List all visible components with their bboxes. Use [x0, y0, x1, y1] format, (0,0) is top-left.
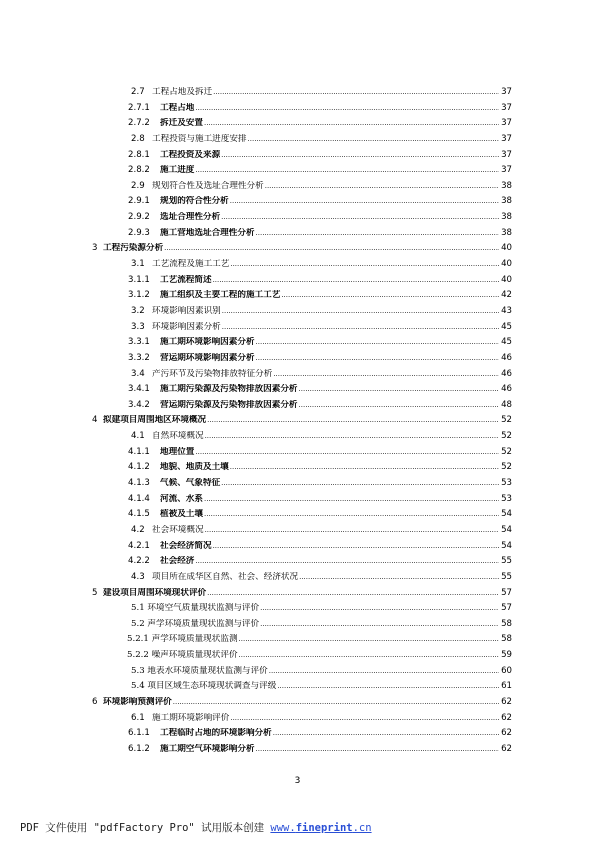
toc-entry-number: 2.9.1	[128, 196, 150, 207]
toc-entry-title: 施工期空气环境影响分析	[160, 743, 255, 754]
leader-dots	[212, 87, 499, 97]
leader-dots	[203, 509, 499, 519]
toc-entry-page: 53	[501, 493, 512, 504]
toc-entry-page: 59	[501, 650, 512, 661]
toc-entry[interactable]	[0, 397, 595, 413]
toc-entry-title: 地理位置	[160, 446, 195, 457]
pdf-creator-note	[20, 820, 372, 835]
toc-entry-number: 4.1.5	[128, 509, 150, 520]
toc-entry-title: 植被及土壤	[160, 509, 203, 520]
toc-entry[interactable]	[0, 725, 595, 741]
toc-entry-page: 54	[501, 509, 512, 520]
toc-entry-title: 工程占地及拆迁	[152, 87, 213, 97]
toc-entry-title: 环境影响预测评价	[103, 696, 172, 707]
toc-entry-number: 3.2	[131, 305, 145, 316]
toc-entry-title: 地貌、地质及土壤	[160, 462, 229, 473]
toc-entry[interactable]	[0, 459, 595, 475]
toc-entry-title: 工程投资与施工进度安排	[152, 133, 247, 144]
toc-entry-number: 6	[92, 696, 98, 707]
leader-dots	[212, 275, 499, 285]
leader-dots	[221, 306, 499, 316]
toc-entry[interactable]	[0, 569, 595, 585]
leader-dots	[255, 744, 499, 754]
toc-entry-page: 45	[501, 337, 512, 348]
leader-dots	[229, 462, 499, 472]
toc-entry-number: 2.9.2	[128, 212, 150, 223]
toc-entry[interactable]	[0, 553, 595, 569]
toc-entry-page: 55	[501, 556, 512, 567]
toc-entry-page: 55	[501, 571, 512, 582]
leader-dots	[264, 181, 499, 191]
toc-entry-number: 3	[92, 243, 98, 254]
toc-entry-page: 42	[501, 290, 512, 301]
toc-entry-number: 2.8	[131, 133, 145, 144]
leader-dots	[206, 415, 499, 425]
toc-entry[interactable]	[0, 225, 595, 241]
toc-entry-number: 6.1.1	[128, 728, 150, 739]
toc-entry-number: 4.1.4	[128, 493, 150, 504]
leader-dots	[172, 697, 499, 707]
toc-entry-title: 工艺流程及施工工艺	[152, 259, 230, 270]
leader-dots	[280, 290, 499, 300]
table-of-contents	[0, 84, 595, 757]
toc-entry-number: 4.1.2	[128, 462, 150, 473]
toc-entry-number: 3.4.1	[128, 384, 150, 395]
toc-entry-title: 5.2.1 声学环境质量现状监测	[127, 634, 238, 645]
toc-entry-number: 2.7.1	[128, 102, 150, 113]
leader-dots	[238, 634, 499, 644]
toc-entry-page: 38	[501, 180, 512, 191]
toc-entry[interactable]	[0, 600, 595, 616]
toc-entry[interactable]	[0, 522, 595, 538]
toc-entry-title: 5.2 声学环境质量现状监测与评价	[131, 618, 260, 629]
toc-entry[interactable]	[0, 115, 595, 131]
toc-entry[interactable]	[0, 506, 595, 522]
toc-entry[interactable]	[0, 287, 595, 303]
toc-entry-page: 58	[501, 634, 512, 645]
toc-entry[interactable]	[0, 84, 595, 100]
toc-entry-number: 2.7	[131, 87, 145, 97]
toc-entry-page: 62	[501, 712, 512, 723]
leader-dots	[220, 150, 499, 160]
toc-entry[interactable]	[0, 412, 595, 428]
toc-entry-page: 38	[501, 227, 512, 238]
toc-entry-title: 工程投资及来源	[160, 149, 221, 160]
toc-entry-title: 拟建项目周围地区环境概况	[103, 415, 207, 426]
toc-entry-page: 58	[501, 618, 512, 629]
toc-entry-page: 60	[501, 665, 512, 676]
toc-entry[interactable]	[0, 428, 595, 444]
toc-entry-title: 施工组织及主要工程的施工工艺	[160, 290, 281, 301]
toc-entry-number: 5	[92, 587, 98, 598]
leader-dots	[259, 603, 499, 613]
toc-entry-title: 环境影响因素分析	[152, 321, 221, 332]
toc-entry[interactable]	[0, 303, 595, 319]
toc-entry[interactable]	[0, 100, 595, 116]
toc-entry-title: 社会经济	[160, 556, 195, 567]
toc-entry-page: 37	[501, 165, 512, 176]
toc-entry-number: 3.4	[131, 368, 145, 379]
toc-entry-page: 37	[501, 87, 512, 97]
toc-entry-page: 61	[501, 681, 512, 692]
toc-entry[interactable]	[0, 710, 595, 726]
toc-entry-title: 工程污染源分析	[103, 243, 164, 254]
toc-entry-number: 2.7.2	[128, 118, 150, 129]
toc-entry[interactable]	[0, 663, 595, 679]
toc-entry-page: 40	[501, 274, 512, 285]
leader-dots	[229, 196, 499, 206]
toc-entry-title: 施工期污染源及污染物排放因素分析	[160, 384, 298, 395]
leader-dots	[194, 556, 499, 566]
leader-dots	[255, 228, 499, 238]
toc-entry-number: 2.8.2	[128, 165, 150, 176]
toc-entry[interactable]	[0, 240, 595, 256]
toc-entry-page: 62	[501, 743, 512, 754]
leader-dots	[204, 525, 499, 535]
toc-entry-number: 2.9.3	[128, 227, 150, 238]
leader-dots	[238, 650, 499, 660]
toc-entry-page: 52	[501, 415, 512, 426]
toc-entry-number: 3.1.2	[128, 290, 150, 301]
toc-entry-title: 社会经济简况	[160, 540, 212, 551]
toc-entry-title: 社会环境概况	[152, 524, 204, 535]
toc-entry-number: 3.4.2	[128, 399, 150, 410]
toc-entry-title: 环境影响因素识别	[152, 305, 221, 316]
toc-entry-page: 48	[501, 399, 512, 410]
toc-entry-number: 2.8.1	[128, 149, 150, 160]
toc-entry-number: 6.1	[131, 712, 145, 723]
toc-entry-title: 施工期环境影响因素分析	[160, 337, 255, 348]
toc-entry-number: 2.9	[131, 180, 145, 191]
toc-entry-number: 4	[92, 415, 98, 426]
leader-dots	[206, 588, 499, 598]
toc-entry-page: 40	[501, 259, 512, 270]
toc-entry-page: 45	[501, 321, 512, 332]
toc-entry-title: 规划的符合性分析	[160, 196, 229, 207]
toc-entry-page: 53	[501, 478, 512, 489]
toc-entry-title: 工艺流程简述	[160, 274, 212, 285]
toc-entry[interactable]	[0, 178, 595, 194]
toc-entry-title: 营运期环境影响因素分析	[160, 352, 255, 363]
toc-entry[interactable]	[0, 131, 595, 147]
toc-entry-title: 选址合理性分析	[160, 212, 221, 223]
toc-entry[interactable]	[0, 444, 595, 460]
toc-entry-title: 拆迁及安置	[160, 118, 203, 129]
toc-entry[interactable]	[0, 694, 595, 710]
toc-entry-page: 57	[501, 603, 512, 614]
toc-entry-number: 4.2	[131, 524, 145, 535]
page-number: 3	[294, 776, 301, 786]
toc-entry-number: 4.1.3	[128, 478, 150, 489]
leader-dots	[298, 400, 499, 410]
toc-entry-page: 52	[501, 462, 512, 473]
toc-entry-number: 4.1.1	[128, 446, 150, 457]
toc-entry-page: 52	[501, 431, 512, 442]
fineprint-link[interactable]: www.fineprint.cn	[270, 822, 372, 834]
toc-entry-number: 3.3.1	[128, 337, 150, 348]
toc-entry[interactable]	[0, 538, 595, 554]
toc-entry-title: 气候、气象特征	[160, 478, 221, 489]
toc-entry[interactable]	[0, 585, 595, 601]
toc-entry-title: 项目所在成华区自然、社会、经济状况	[152, 571, 299, 582]
leader-dots	[220, 212, 499, 222]
toc-entry-title: 产污环节及污染物排放特征分析	[152, 368, 273, 379]
leader-dots	[272, 728, 499, 738]
toc-entry-page: 37	[501, 118, 512, 129]
toc-entry-number: 3.1.1	[128, 274, 150, 285]
leader-dots	[203, 118, 499, 128]
leader-dots	[163, 243, 499, 253]
toc-entry-title: 5.1 环境空气质量现状监测与评价	[131, 603, 260, 614]
toc-entry[interactable]	[0, 350, 595, 366]
leader-dots	[272, 369, 499, 379]
toc-entry-page: 54	[501, 524, 512, 535]
toc-entry-title: 工程占地	[160, 102, 195, 113]
leader-dots	[229, 259, 499, 269]
toc-entry-page: 40	[501, 243, 512, 254]
toc-entry[interactable]	[0, 334, 595, 350]
creator-note-text: PDF 文件使用 "pdfFactory Pro" 试用版本创建	[20, 822, 271, 834]
toc-entry[interactable]	[0, 678, 595, 694]
toc-entry-number: 3.1	[131, 259, 145, 270]
toc-entry-number: 3.3.2	[128, 352, 150, 363]
leader-dots	[204, 431, 499, 441]
leader-dots	[220, 478, 499, 488]
toc-entry-title: 5.2.2 噪声环境质量现状评价	[127, 650, 238, 661]
toc-entry[interactable]	[0, 256, 595, 272]
leader-dots	[259, 619, 499, 629]
leader-dots	[194, 165, 499, 175]
toc-entry-number: 4.2.2	[128, 556, 150, 567]
leader-dots	[194, 447, 499, 457]
toc-entry-title: 施工期环境影响评价	[152, 712, 230, 723]
leader-dots	[212, 541, 499, 551]
toc-entry[interactable]	[0, 147, 595, 163]
toc-entry-page: 62	[501, 728, 512, 739]
toc-entry-number: 4.3	[131, 571, 145, 582]
toc-entry-page: 46	[501, 368, 512, 379]
toc-entry-title: 河流、水系	[160, 493, 203, 504]
toc-entry-page: 46	[501, 384, 512, 395]
toc-entry-page: 38	[501, 212, 512, 223]
toc-entry-page: 62	[501, 696, 512, 707]
leader-dots	[229, 713, 499, 723]
toc-entry-page: 37	[501, 102, 512, 113]
leader-dots	[268, 666, 499, 676]
toc-entry[interactable]	[0, 631, 595, 647]
toc-entry-title: 营运期污染源及污染物排放因素分析	[160, 399, 298, 410]
toc-entry-title: 自然环境概况	[152, 431, 204, 442]
leader-dots	[221, 322, 499, 332]
toc-entry-page: 52	[501, 446, 512, 457]
toc-entry-title: 5.4 项目区域生态环境现状调查与评级	[131, 681, 277, 692]
toc-entry[interactable]	[0, 647, 595, 663]
toc-entry[interactable]	[0, 366, 595, 382]
toc-entry[interactable]	[0, 209, 595, 225]
toc-entry-title: 建设项目周围环境现状评价	[103, 587, 207, 598]
toc-entry[interactable]	[0, 491, 595, 507]
toc-entry-page: 57	[501, 587, 512, 598]
toc-entry[interactable]	[0, 741, 595, 757]
toc-entry-page: 43	[501, 305, 512, 316]
toc-entry-number: 4.1	[131, 431, 145, 442]
toc-entry-title: 施工进度	[160, 165, 195, 176]
leader-dots	[194, 103, 499, 113]
toc-entry-number: 4.2.1	[128, 540, 150, 551]
toc-entry-title: 规划符合性及选址合理性分析	[152, 180, 264, 191]
toc-entry-number: 3.3	[131, 321, 145, 332]
toc-entry[interactable]	[0, 616, 595, 632]
toc-entry[interactable]	[0, 319, 595, 335]
toc-entry-page: 38	[501, 196, 512, 207]
toc-entry-title: 工程临时占地的环境影响分析	[160, 728, 272, 739]
toc-entry[interactable]	[0, 475, 595, 491]
leader-dots	[255, 337, 499, 347]
leader-dots	[203, 494, 499, 504]
toc-entry-page: 54	[501, 540, 512, 551]
toc-entry-page: 37	[501, 149, 512, 160]
toc-entry[interactable]	[0, 193, 595, 209]
leader-dots	[298, 572, 499, 582]
toc-entry-title: 施工营地选址合理性分析	[160, 227, 255, 238]
leader-dots	[247, 134, 499, 144]
leader-dots	[276, 681, 499, 691]
toc-entry-page: 46	[501, 352, 512, 363]
toc-entry-number: 6.1.2	[128, 743, 150, 754]
toc-entry[interactable]	[0, 162, 595, 178]
toc-entry-title: 5.3 地表水环境质量现状监测与评价	[131, 665, 268, 676]
toc-entry[interactable]	[0, 381, 595, 397]
toc-entry-page: 37	[501, 133, 512, 144]
toc-entry[interactable]	[0, 272, 595, 288]
leader-dots	[298, 384, 499, 394]
leader-dots	[255, 353, 499, 363]
